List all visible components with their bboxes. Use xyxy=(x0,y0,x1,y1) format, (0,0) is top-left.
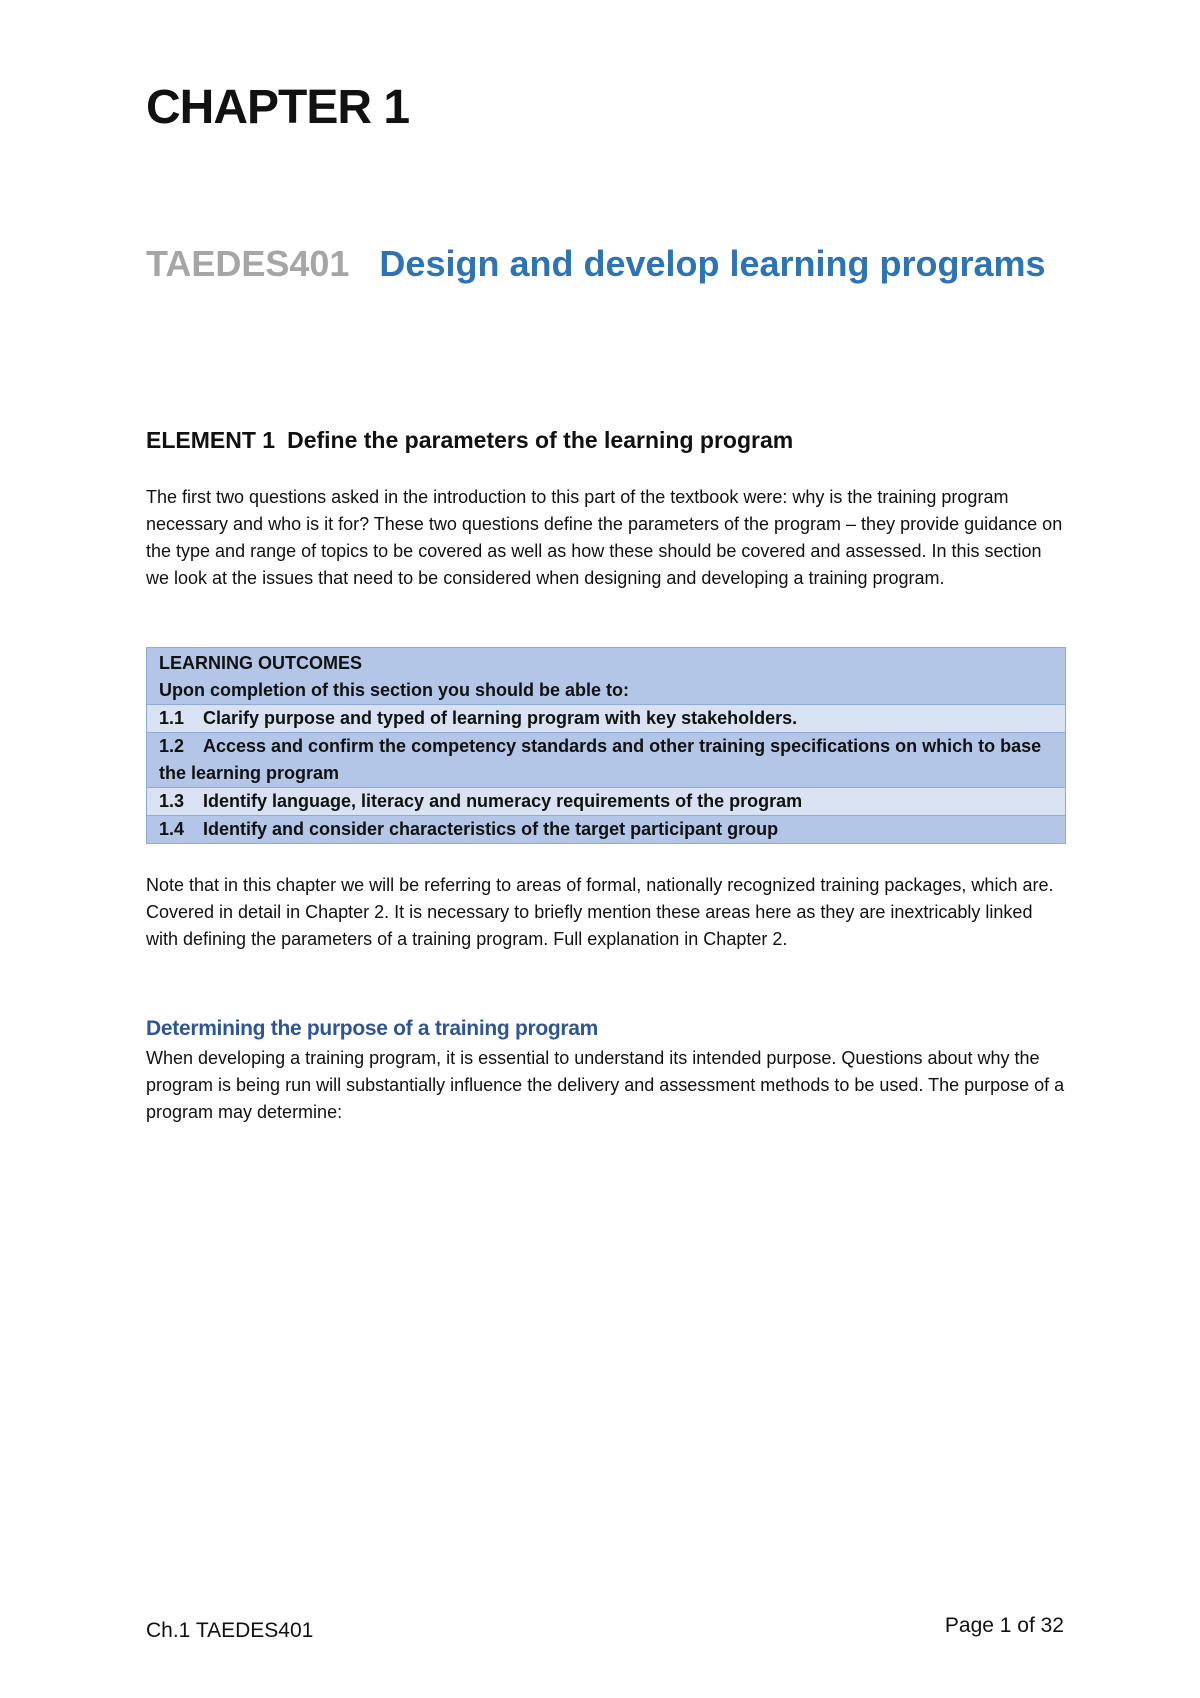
note-paragraph: Note that in this chapter we will be referring to areas of formal, nationally recognized training packages, which are. Covered in detail in Chapter 2. It is necessary to briefly mention these areas here as they are inextricably linked with defining the parameters of a training program. Full explanation in Chapter 2. xyxy=(146,875,1054,949)
learning-outcome-number: 1.3 xyxy=(159,791,185,811)
learning-outcome-text: Identify and consider characteristics of the target participant group xyxy=(203,819,779,839)
learning-outcome-row xyxy=(147,816,1065,843)
section-heading: Determining the purpose of a training program xyxy=(146,1017,599,1040)
purpose-paragraph: When developing a training program, it is essential to understand its intended purpose. Questions about why the program is being run will substantially influence the delivery and assessment methods to be used. The purpose of a program may determine: xyxy=(146,1048,1065,1122)
learning-outcomes-table xyxy=(146,647,1066,844)
learning-outcome-row xyxy=(147,733,1065,788)
element-heading xyxy=(146,425,793,455)
intro-paragraph: The first two questions asked in the introduction to this part of the textbook were: why is the training program necessary and who is it for? These two questions define the parameters of the program – they provide guidance on the type and range of topics to be covered as well as how these should be covered and assessed. In this section we look at the issues that need to be considered when designing and developing a training program. xyxy=(146,487,1063,588)
learning-outcomes-header xyxy=(147,648,1065,705)
footer-page-number: Page 1 of 32 xyxy=(944,1614,1064,1637)
learning-outcome-row xyxy=(147,788,1065,816)
unit-name: Design and develop learning programs xyxy=(379,243,1046,284)
learning-outcome-text: Clarify purpose and typed of learning program with key stakeholders. xyxy=(203,708,798,728)
learning-outcome-number: 1.1 xyxy=(159,708,185,728)
learning-outcome-text: Access and confirm the competency standards and other training specifications on which to base the learning program xyxy=(159,736,1042,783)
learning-outcomes-subheading: Upon completion of this section you should be able to: xyxy=(159,680,630,700)
unit-heading xyxy=(146,240,1046,288)
learning-outcome-number: 1.4 xyxy=(159,819,185,839)
learning-outcomes-heading: LEARNING OUTCOMES xyxy=(159,653,363,673)
element-title: Define the parameters of the learning program xyxy=(287,427,794,453)
footer-chapter-label: Ch.1 TAEDES401 xyxy=(146,1619,314,1642)
learning-outcome-text: Identify language, literacy and numeracy requirements of the program xyxy=(203,791,803,811)
element-label: ELEMENT 1 xyxy=(146,427,276,453)
unit-code: TAEDES401 xyxy=(146,243,350,284)
chapter-title: CHAPTER 1 xyxy=(146,81,410,134)
learning-outcome-number: 1.2 xyxy=(159,736,185,756)
learning-outcome-row xyxy=(147,705,1065,733)
